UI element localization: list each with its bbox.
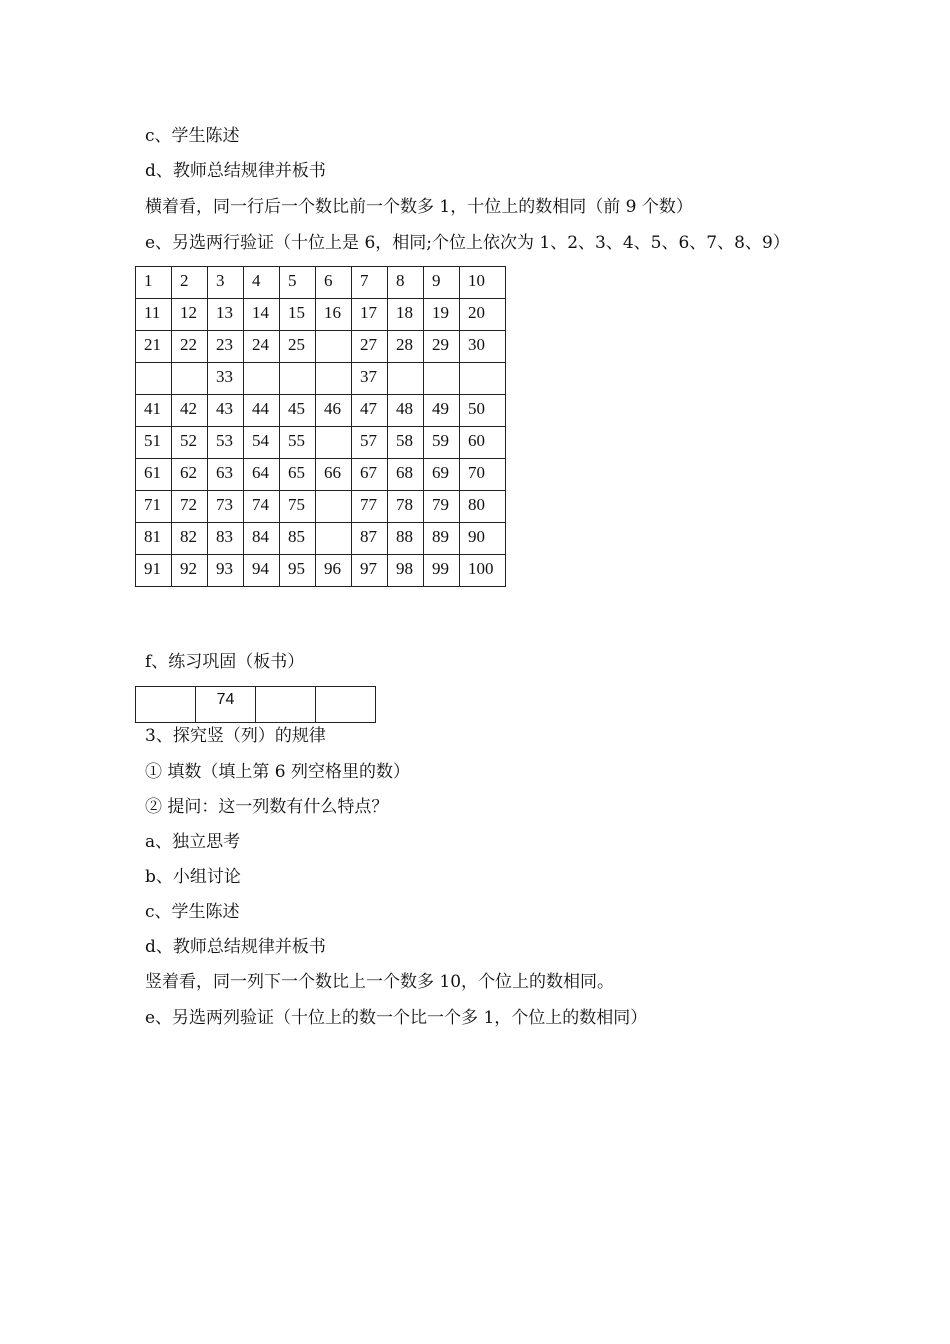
grid-cell: 65 xyxy=(280,459,316,491)
grid-cell: 73 xyxy=(208,491,244,523)
grid-cell: 47 xyxy=(352,395,388,427)
grid-cell: 55 xyxy=(280,427,316,459)
grid-cell xyxy=(136,363,172,395)
grid-cell: 64 xyxy=(244,459,280,491)
grid-cell: 93 xyxy=(208,555,244,587)
grid-cell: 83 xyxy=(208,523,244,555)
grid-cell xyxy=(460,363,506,395)
grid-cell: 37 xyxy=(352,363,388,395)
grid-cell: 11 xyxy=(136,299,172,331)
grid-cell: 74 xyxy=(244,491,280,523)
grid-row xyxy=(136,491,506,523)
grid-cell: 27 xyxy=(352,331,388,363)
grid-cell: 67 xyxy=(352,459,388,491)
grid-cell: 51 xyxy=(136,427,172,459)
grid-cell: 100 xyxy=(460,555,506,587)
grid-cell: 62 xyxy=(172,459,208,491)
practice-cell xyxy=(316,687,376,723)
grid-row xyxy=(136,459,506,491)
text-line: 竖着看，同一列下一个数比上一个数多 10，个位上的数相同。 xyxy=(145,972,615,992)
text-line: e、另选两行验证（十位上是 6，相同;个位上依次为 1、2、3、4、5、6、7、8、9） xyxy=(145,233,790,253)
grid-row xyxy=(136,427,506,459)
grid-cell: 79 xyxy=(424,491,460,523)
grid-cell: 5 xyxy=(280,267,316,299)
grid-cell: 21 xyxy=(136,331,172,363)
grid-row xyxy=(136,331,506,363)
grid-cell: 28 xyxy=(388,331,424,363)
practice-label: f、练习巩固（板书） xyxy=(145,652,305,672)
grid-cell xyxy=(244,363,280,395)
grid-cell: 72 xyxy=(172,491,208,523)
practice-row xyxy=(136,687,376,723)
grid-cell: 59 xyxy=(424,427,460,459)
grid-row xyxy=(136,555,506,587)
grid-cell xyxy=(316,491,352,523)
hundred-chart-table xyxy=(135,266,506,587)
grid-cell: 33 xyxy=(208,363,244,395)
grid-cell: 44 xyxy=(244,395,280,427)
grid-cell xyxy=(316,331,352,363)
grid-cell: 57 xyxy=(352,427,388,459)
grid-cell: 6 xyxy=(316,267,352,299)
grid-cell xyxy=(172,363,208,395)
grid-cell: 18 xyxy=(388,299,424,331)
grid-cell: 99 xyxy=(424,555,460,587)
grid-cell: 3 xyxy=(208,267,244,299)
grid-cell: 63 xyxy=(208,459,244,491)
grid-cell: 46 xyxy=(316,395,352,427)
grid-cell: 98 xyxy=(388,555,424,587)
grid-row xyxy=(136,267,506,299)
grid-cell: 8 xyxy=(388,267,424,299)
grid-cell: 70 xyxy=(460,459,506,491)
grid-cell: 23 xyxy=(208,331,244,363)
grid-cell: 96 xyxy=(316,555,352,587)
grid-cell: 54 xyxy=(244,427,280,459)
grid-cell: 10 xyxy=(460,267,506,299)
grid-cell: 25 xyxy=(280,331,316,363)
grid-cell: 82 xyxy=(172,523,208,555)
grid-cell: 49 xyxy=(424,395,460,427)
grid-cell: 87 xyxy=(352,523,388,555)
practice-cell: 74 xyxy=(196,687,256,723)
grid-row xyxy=(136,363,506,395)
grid-cell: 89 xyxy=(424,523,460,555)
grid-cell: 77 xyxy=(352,491,388,523)
grid-cell: 88 xyxy=(388,523,424,555)
grid-cell: 58 xyxy=(388,427,424,459)
text-line: d、教师总结规律并板书 xyxy=(145,937,326,957)
text-line: 3、探究竖（列）的规律 xyxy=(145,726,326,746)
practice-table xyxy=(135,686,376,723)
grid-cell: 22 xyxy=(172,331,208,363)
grid-cell: 24 xyxy=(244,331,280,363)
grid-cell: 94 xyxy=(244,555,280,587)
grid-cell: 91 xyxy=(136,555,172,587)
grid-row xyxy=(136,395,506,427)
grid-cell: 84 xyxy=(244,523,280,555)
grid-cell: 16 xyxy=(316,299,352,331)
text-line: 横着看，同一行后一个数比前一个数多 1，十位上的数相同（前 9 个数） xyxy=(145,197,693,217)
grid-cell: 17 xyxy=(352,299,388,331)
grid-cell: 14 xyxy=(244,299,280,331)
grid-cell: 97 xyxy=(352,555,388,587)
grid-cell xyxy=(316,363,352,395)
grid-cell: 4 xyxy=(244,267,280,299)
grid-row xyxy=(136,299,506,331)
grid-cell xyxy=(316,427,352,459)
grid-cell: 7 xyxy=(352,267,388,299)
text-line: d、教师总结规律并板书 xyxy=(145,161,326,181)
grid-cell: 75 xyxy=(280,491,316,523)
grid-cell xyxy=(280,363,316,395)
grid-cell: 9 xyxy=(424,267,460,299)
grid-cell: 13 xyxy=(208,299,244,331)
grid-cell: 61 xyxy=(136,459,172,491)
grid-cell: 45 xyxy=(280,395,316,427)
grid-cell: 1 xyxy=(136,267,172,299)
grid-cell: 30 xyxy=(460,331,506,363)
grid-cell: 52 xyxy=(172,427,208,459)
text-line: c、学生陈述 xyxy=(145,126,240,146)
grid-cell: 19 xyxy=(424,299,460,331)
practice-cell xyxy=(136,687,196,723)
text-line: ① 填数（填上第 6 列空格里的数） xyxy=(145,762,411,782)
grid-cell xyxy=(388,363,424,395)
grid-cell: 48 xyxy=(388,395,424,427)
grid-cell xyxy=(424,363,460,395)
text-line: a、独立思考 xyxy=(145,832,241,852)
grid-cell: 78 xyxy=(388,491,424,523)
grid-cell: 20 xyxy=(460,299,506,331)
grid-cell: 68 xyxy=(388,459,424,491)
grid-cell: 53 xyxy=(208,427,244,459)
text-line: b、小组讨论 xyxy=(145,867,241,887)
grid-cell: 90 xyxy=(460,523,506,555)
grid-cell: 12 xyxy=(172,299,208,331)
grid-cell: 69 xyxy=(424,459,460,491)
grid-cell: 2 xyxy=(172,267,208,299)
grid-cell: 71 xyxy=(136,491,172,523)
grid-cell: 43 xyxy=(208,395,244,427)
grid-cell: 81 xyxy=(136,523,172,555)
text-line: c、学生陈述 xyxy=(145,902,240,922)
grid-cell: 60 xyxy=(460,427,506,459)
grid-cell: 41 xyxy=(136,395,172,427)
grid-cell: 42 xyxy=(172,395,208,427)
grid-cell: 29 xyxy=(424,331,460,363)
grid-cell: 95 xyxy=(280,555,316,587)
grid-cell: 85 xyxy=(280,523,316,555)
grid-cell: 15 xyxy=(280,299,316,331)
practice-cell xyxy=(256,687,316,723)
grid-cell: 80 xyxy=(460,491,506,523)
text-line: ② 提问：这一列数有什么特点？ xyxy=(145,797,389,817)
grid-cell: 66 xyxy=(316,459,352,491)
grid-cell: 92 xyxy=(172,555,208,587)
grid-row xyxy=(136,523,506,555)
text-line: e、另选两列验证（十位上的数一个比一个多 1，个位上的数相同） xyxy=(145,1008,648,1028)
grid-cell xyxy=(316,523,352,555)
grid-cell: 50 xyxy=(460,395,506,427)
